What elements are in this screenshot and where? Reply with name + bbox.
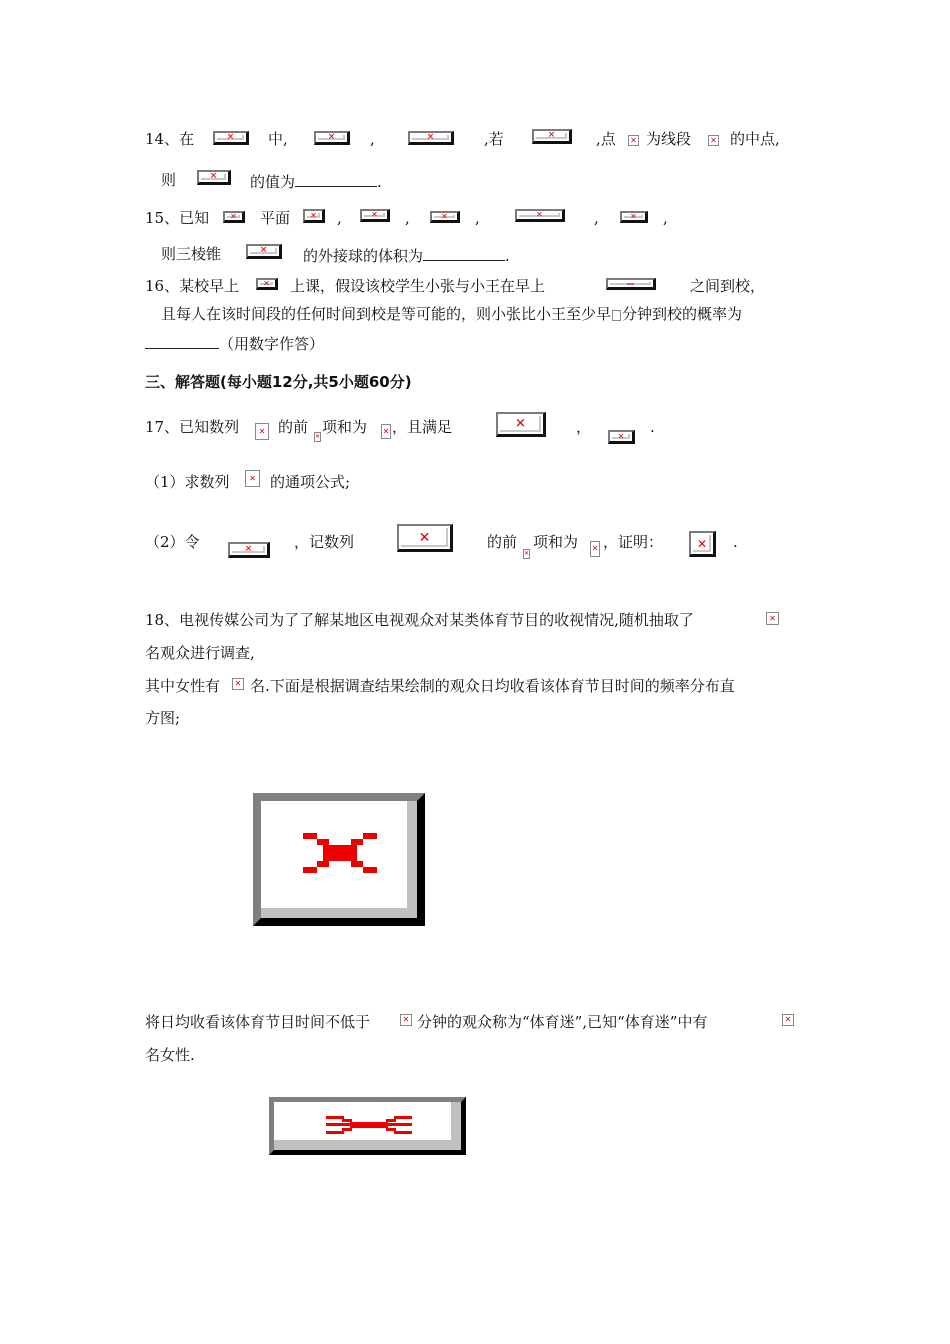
q16-line3-text: （用数字作答） — [219, 335, 325, 353]
broken-image-icon: — — [626, 278, 635, 288]
comma: , — [475, 209, 480, 227]
period: . — [650, 418, 655, 436]
formula-image — [620, 211, 648, 223]
histogram-image — [253, 793, 425, 926]
q15-volume-text: 的外接球的体积为 — [303, 247, 424, 265]
broken-image-icon: ✕ — [263, 278, 270, 288]
q16-line2 — [161, 304, 742, 324]
q17-text-e: ， — [576, 418, 592, 436]
q18-line3-b: 名.下面是根据调查结果绘制的观众日均收看该体育节目时间的频率分布直 — [250, 677, 735, 695]
broken-image-icon: ✕ — [426, 132, 435, 142]
q14-text-g: 的中点, — [730, 130, 780, 148]
q18-line4: 方图; — [145, 709, 181, 727]
q15-volume — [303, 244, 510, 266]
q17-part2-b: ，记数列 — [294, 533, 355, 551]
q14-text-e: ,点 — [596, 130, 616, 148]
formula-image — [223, 211, 245, 223]
broken-image-icon: ✕ — [249, 473, 256, 483]
broken-image-icon: ✕ — [314, 433, 321, 440]
broken-image-icon: ✕ — [258, 426, 266, 436]
q15-plane: 平面 — [260, 209, 291, 227]
broken-image-icon: ✕ — [547, 130, 556, 141]
formula-image — [246, 244, 282, 259]
broken-image-icon: ✕ — [234, 679, 242, 688]
broken-image-icon: ✕ — [259, 245, 268, 256]
q16-line2-text-b: 分钟到校的概率为 — [622, 305, 743, 323]
broken-image-icon: ✕ — [630, 135, 637, 145]
broken-image-icon: ✕ — [591, 544, 599, 553]
period: . — [505, 247, 510, 265]
q17-text-b: 的前 — [278, 418, 309, 436]
broken-image-icon: ✕ — [371, 210, 378, 219]
q18-line1: 18、电视传媒公司为了了解某地区电视观众对某类体育节目的收视情况,随机抽取了 — [145, 611, 694, 629]
formula-image — [523, 549, 530, 559]
q16-line3 — [145, 332, 324, 354]
broken-image-icon: ✕ — [418, 529, 431, 546]
period: . — [733, 533, 738, 551]
q14-text-f: 为线段 — [646, 130, 692, 148]
broken-image-icon: ✕ — [382, 426, 390, 436]
section-heading: 三、解答题(每小题12分,共5小题60分) — [145, 373, 412, 391]
formula-image — [689, 531, 716, 557]
q17-part2-a: （2）令 — [145, 533, 200, 551]
formula-image — [360, 209, 390, 222]
q18-line3-a: 其中女性有 — [145, 677, 221, 695]
comma: , — [337, 209, 342, 227]
q14-text-c: , — [370, 130, 375, 148]
formula-image — [515, 209, 565, 222]
q18-line5-a: 将日均收看该体育节目时间不低于 — [145, 1013, 371, 1031]
formula-image — [708, 135, 719, 146]
formula-image — [314, 131, 350, 145]
q16-text-a: 16、某校早上 — [145, 277, 240, 295]
q17-text-d: ，且满足 — [392, 418, 453, 436]
formula-image — [496, 412, 546, 437]
broken-image-icon: ✕ — [710, 135, 717, 145]
broken-image-icon — [326, 1116, 412, 1134]
q17-part1-b: 的通项公式; — [270, 473, 351, 491]
broken-image-icon — [612, 310, 621, 321]
table-image — [269, 1097, 466, 1155]
formula-image — [213, 131, 249, 145]
broken-image-icon: ✕ — [523, 550, 530, 557]
q18-line5-b: 分钟的观众称为“体育迷”,已知“体育迷”中有 — [417, 1013, 708, 1031]
broken-image-icon: ✕ — [784, 1015, 792, 1024]
formula-image — [381, 424, 391, 439]
broken-image-icon: ✕ — [769, 613, 776, 623]
formula-image — [232, 678, 244, 690]
q17-part1-a: （1）求数列 — [145, 473, 230, 491]
broken-image-icon: ✕ — [630, 211, 637, 221]
q16-text-b: 上课，假设该校学生小张与小王在早上 — [290, 277, 546, 295]
broken-image-icon: ✕ — [226, 132, 235, 142]
comma: , — [405, 209, 410, 227]
q18-line2: 名观众进行调查, — [145, 644, 255, 662]
formula-image — [408, 131, 454, 145]
q14-text-b: 中, — [268, 130, 288, 148]
q16-line2-text: 且每人在该时间段的任何时间到校是等可能的，则小张比小王至少早 — [161, 305, 612, 323]
formula-image — [245, 470, 260, 487]
broken-image-icon: ✕ — [230, 211, 237, 221]
formula-image — [228, 542, 270, 558]
q14-text-d: ,若 — [484, 130, 504, 148]
formula-image — [314, 432, 321, 442]
formula-image — [766, 612, 779, 625]
formula-image — [608, 430, 635, 444]
formula-image — [256, 278, 278, 290]
formula-image — [606, 278, 656, 290]
q17-part2-e: ，证明： — [603, 533, 664, 551]
formula-image — [532, 129, 572, 144]
q16-text-c: 之间到校， — [690, 277, 766, 295]
formula-image — [782, 1014, 794, 1026]
formula-image — [628, 135, 639, 146]
broken-image-icon: ✕ — [617, 431, 625, 441]
comma: , — [594, 209, 599, 227]
broken-image-icon: ✕ — [402, 1015, 410, 1024]
comma: , — [663, 209, 668, 227]
q14-text-a: 14、在 — [145, 130, 195, 148]
period: . — [377, 173, 382, 191]
broken-image-icon: ✕ — [696, 536, 708, 551]
broken-image-icon: ✕ — [327, 132, 336, 142]
q17-text-c: 项和为 — [322, 418, 368, 436]
q17-part2-d: 项和为 — [533, 533, 579, 551]
formula-image — [197, 170, 231, 185]
q15-text-a: 15、已知 — [145, 209, 210, 227]
q14-then: 则 — [161, 171, 177, 189]
q17-text-a: 17、已知数列 — [145, 418, 240, 436]
formula-image — [590, 541, 600, 557]
q15-pyramid: 则三棱锥 — [161, 245, 222, 263]
broken-image-icon — [303, 833, 377, 873]
broken-image-icon: ✕ — [515, 416, 526, 432]
formula-image — [400, 1014, 412, 1026]
q17-part2-c: 的前 — [487, 533, 518, 551]
answer-blank — [423, 244, 505, 261]
q14-value-of — [250, 170, 382, 192]
formula-image — [430, 211, 460, 223]
formula-image — [397, 524, 453, 552]
broken-image-icon: ✕ — [244, 544, 253, 554]
broken-image-icon: ✕ — [536, 210, 543, 219]
broken-image-icon: ✕ — [441, 211, 448, 221]
formula-image — [303, 209, 325, 223]
answer-blank — [295, 170, 377, 187]
formula-image — [255, 423, 269, 440]
broken-image-icon: ✕ — [209, 171, 218, 182]
broken-image-icon: ✕ — [310, 210, 317, 220]
answer-blank — [145, 332, 219, 349]
q18-line6: 名女性. — [145, 1046, 195, 1064]
q14-value-of-text: 的值为 — [250, 173, 296, 191]
